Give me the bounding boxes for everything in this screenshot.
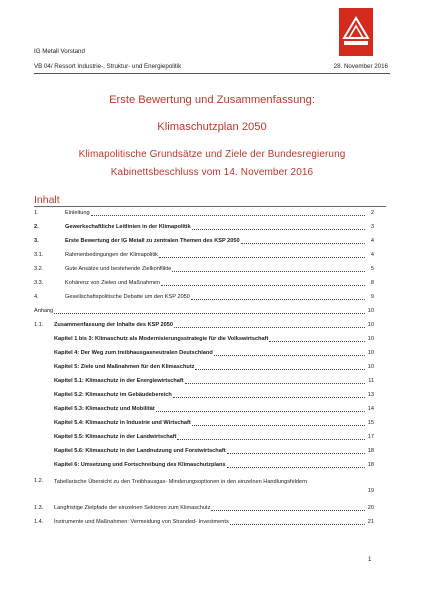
toc-heading: Inhalt [34, 194, 60, 206]
toc-entry[interactable]: 2. Gewerkschaftliche Leitlinien in der Klimapolitik 3 [34, 224, 374, 230]
toc-divider [34, 206, 386, 207]
toc-entry[interactable]: 1. Einleitung 2 [34, 210, 374, 216]
document-title-line1: Erste Bewertung und Zusammenfassung: [109, 94, 315, 106]
page-number: 1 [368, 556, 372, 563]
toc-entry[interactable]: 3.3. Kohärenz von Zielen und Maßnahmen 8 [34, 280, 374, 286]
toc-entry-chapter[interactable]: Kapitel 5: Ziele und Maßnahmen für den Klimaschutz 10 [54, 364, 374, 370]
toc-entry[interactable]: 4. Gesellschaftspolitische Debatte um den KSP 2050 9 [34, 294, 374, 300]
ig-metall-logo [339, 8, 373, 56]
document-title-line2: Klimaschutzplan 2050 [157, 121, 267, 133]
toc-entry-appendix[interactable]: Anhang 10 [34, 308, 374, 314]
toc-entry-chapter[interactable]: Kapitel 5.3: Klimaschutz und Mobilität 14 [54, 406, 374, 412]
toc-entry[interactable]: 1.1. Zusammenfassung der Inhalte des KSP 2050 10 [34, 322, 374, 328]
toc-entry[interactable]: 1.3. Langfristige Zielpfade der einzelnen Sektoren zum Klimaschutz 20 [34, 505, 374, 511]
toc-entry-chapter[interactable]: Kapitel 5.2: Klimaschutz im Gebäudebereich 13 [54, 392, 374, 398]
toc-entry-chapter[interactable]: Kapitel 5.6: Klimaschutz in der Landnutzung und Forstwirtschaft 18 [54, 448, 374, 454]
toc-entry-chapter[interactable]: Kapitel 5.1: Klimaschutz in der Energiewirtschaft 11 [54, 378, 374, 384]
toc-entry-chapter[interactable]: Kapitel 5.5: Klimaschutz in der Landwirtschaft 17 [54, 434, 374, 440]
header-divider [34, 73, 390, 74]
toc-entry-chapter[interactable]: Kapitel 4: Der Weg zum treibhausgasneutralen Deutschland 10 [54, 350, 374, 356]
header-org: IG Metall Vorstand [34, 48, 85, 55]
toc-entry-chapter[interactable]: Kapitel 1 bis 3: Klimaschutz als Modernisierungsstrategie für die Volkswirtschaft 10 [54, 336, 374, 342]
toc-entry[interactable]: 3.1. Rahmenbedingungen der Klimapolitik 4 [34, 252, 374, 258]
toc-entry-chapter[interactable]: Kapitel 6: Umsetzung und Fortschreibung des Klimaschutzplans 18 [54, 462, 374, 468]
document-subtitle-line2: Kabinettsbeschluss vom 14. November 2016 [110, 167, 314, 178]
toc-entry[interactable]: 3.2. Gute Ansätze und bestehende Zielkonflikte 5 [34, 266, 374, 272]
toc-entry[interactable]: 1.4. Instrumente und Maßnahmen: Vermeidung von Stranded- Investments 21 [34, 519, 374, 525]
toc-entry[interactable]: 1.2. Tabellarische Übersicht zu den Treibhausgas- Minderungsoptionen in den einzelnen Handlungsfeldern 19 [34, 478, 374, 494]
header-department: VB 04/ Ressort Industrie-, Struktur- und Energiepolitik [34, 63, 182, 70]
toc-entry-chapter[interactable]: Kapitel 5.4: Klimaschutz in Industrie und Wirtschaft 15 [54, 420, 374, 426]
header-date: 28. November 2016 [333, 63, 388, 70]
document-subtitle-line1: Klimapolitische Grundsätze und Ziele der Bundesregierung [78, 149, 346, 160]
toc-entry[interactable]: 3. Erste Bewertung der IG Metall zu zentralen Themen des KSP 2050 4 [34, 238, 374, 244]
